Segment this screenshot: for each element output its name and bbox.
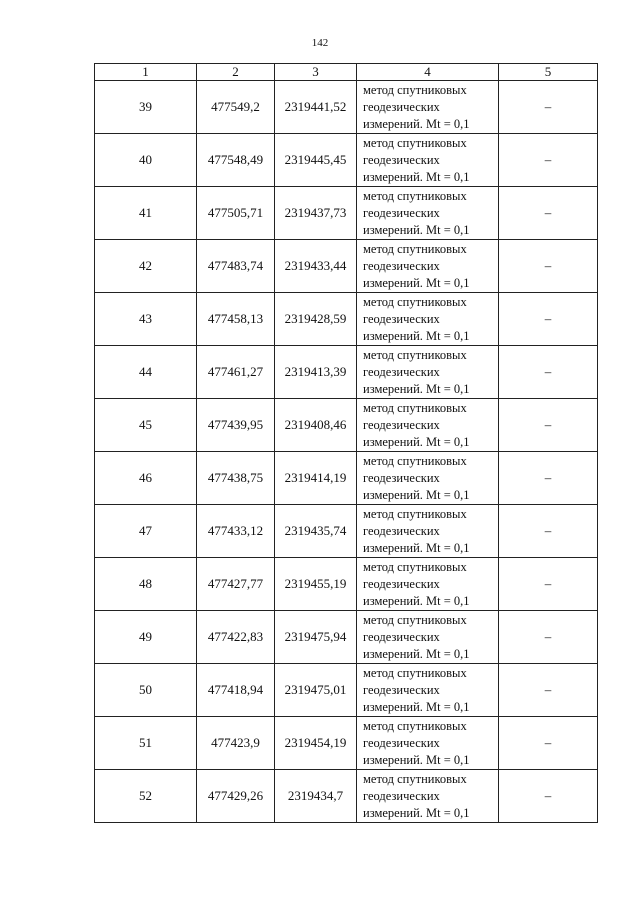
method-line: метод спутниковых bbox=[363, 665, 467, 680]
method-line: геодезических bbox=[363, 576, 440, 591]
method-line: геодезических bbox=[363, 99, 440, 114]
method-line: измерений. Mt = 0,1 bbox=[363, 646, 470, 661]
table-row bbox=[95, 293, 598, 346]
header-col-1: 1 bbox=[95, 64, 197, 81]
method-line: измерений. Mt = 0,1 bbox=[363, 328, 470, 343]
method-line: измерений. Mt = 0,1 bbox=[363, 116, 470, 131]
table-row bbox=[95, 558, 598, 611]
x-coordinate-cell: 477423,9 bbox=[197, 717, 275, 770]
table-row bbox=[95, 664, 598, 717]
method-cell bbox=[357, 240, 499, 293]
note-cell: – bbox=[499, 293, 598, 346]
method-cell bbox=[357, 452, 499, 505]
method-cell bbox=[357, 399, 499, 452]
point-number-cell: 46 bbox=[95, 452, 197, 505]
method-line: измерений. Mt = 0,1 bbox=[363, 381, 470, 396]
table-row bbox=[95, 452, 598, 505]
header-col-4: 4 bbox=[357, 64, 499, 81]
method-line: геодезических bbox=[363, 205, 440, 220]
method-line: геодезических bbox=[363, 470, 440, 485]
method-line: метод спутниковых bbox=[363, 135, 467, 150]
table-row bbox=[95, 81, 598, 134]
x-coordinate-cell: 477429,26 bbox=[197, 770, 275, 823]
table-row bbox=[95, 505, 598, 558]
method-line: геодезических bbox=[363, 152, 440, 167]
method-line: метод спутниковых bbox=[363, 453, 467, 468]
table-body bbox=[95, 81, 598, 823]
method-line: метод спутниковых bbox=[363, 82, 467, 97]
method-cell bbox=[357, 293, 499, 346]
method-cell bbox=[357, 505, 499, 558]
note-cell: – bbox=[499, 81, 598, 134]
method-cell bbox=[357, 346, 499, 399]
y-coordinate-cell: 2319437,73 bbox=[275, 187, 357, 240]
method-line: метод спутниковых bbox=[363, 188, 467, 203]
y-coordinate-cell: 2319408,46 bbox=[275, 399, 357, 452]
method-line: метод спутниковых bbox=[363, 559, 467, 574]
table-row bbox=[95, 187, 598, 240]
header-col-2: 2 bbox=[197, 64, 275, 81]
note-cell: – bbox=[499, 187, 598, 240]
method-line: геодезических bbox=[363, 364, 440, 379]
note-cell: – bbox=[499, 346, 598, 399]
point-number-cell: 43 bbox=[95, 293, 197, 346]
method-line: геодезических bbox=[363, 523, 440, 538]
table-row bbox=[95, 134, 598, 187]
method-line: метод спутниковых bbox=[363, 506, 467, 521]
x-coordinate-cell: 477549,2 bbox=[197, 81, 275, 134]
point-number-cell: 50 bbox=[95, 664, 197, 717]
x-coordinate-cell: 477461,27 bbox=[197, 346, 275, 399]
method-line: геодезических bbox=[363, 788, 440, 803]
y-coordinate-cell: 2319435,74 bbox=[275, 505, 357, 558]
method-line: измерений. Mt = 0,1 bbox=[363, 434, 470, 449]
method-cell bbox=[357, 187, 499, 240]
table-row bbox=[95, 770, 598, 823]
point-number-cell: 40 bbox=[95, 134, 197, 187]
point-number-cell: 47 bbox=[95, 505, 197, 558]
x-coordinate-cell: 477418,94 bbox=[197, 664, 275, 717]
y-coordinate-cell: 2319455,19 bbox=[275, 558, 357, 611]
point-number-cell: 42 bbox=[95, 240, 197, 293]
method-line: геодезических bbox=[363, 682, 440, 697]
method-line: метод спутниковых bbox=[363, 241, 467, 256]
page-number: 142 bbox=[311, 37, 329, 49]
table-row bbox=[95, 611, 598, 664]
note-cell: – bbox=[499, 717, 598, 770]
point-number-cell: 44 bbox=[95, 346, 197, 399]
note-cell: – bbox=[499, 558, 598, 611]
method-cell bbox=[357, 558, 499, 611]
note-cell: – bbox=[499, 452, 598, 505]
x-coordinate-cell: 477438,75 bbox=[197, 452, 275, 505]
method-cell bbox=[357, 81, 499, 134]
method-line: измерений. Mt = 0,1 bbox=[363, 222, 470, 237]
note-cell: – bbox=[499, 399, 598, 452]
table-row bbox=[95, 346, 598, 399]
y-coordinate-cell: 2319475,01 bbox=[275, 664, 357, 717]
y-coordinate-cell: 2319413,39 bbox=[275, 346, 357, 399]
method-line: геодезических bbox=[363, 311, 440, 326]
x-coordinate-cell: 477548,49 bbox=[197, 134, 275, 187]
x-coordinate-cell: 477439,95 bbox=[197, 399, 275, 452]
note-cell: – bbox=[499, 134, 598, 187]
point-number-cell: 45 bbox=[95, 399, 197, 452]
note-cell: – bbox=[499, 240, 598, 293]
point-number-cell: 52 bbox=[95, 770, 197, 823]
point-number-cell: 39 bbox=[95, 81, 197, 134]
table-row bbox=[95, 240, 598, 293]
method-line: измерений. Mt = 0,1 bbox=[363, 699, 470, 714]
y-coordinate-cell: 2319475,94 bbox=[275, 611, 357, 664]
y-coordinate-cell: 2319414,19 bbox=[275, 452, 357, 505]
note-cell: – bbox=[499, 770, 598, 823]
point-number-cell: 48 bbox=[95, 558, 197, 611]
header-col-5: 5 bbox=[499, 64, 598, 81]
x-coordinate-cell: 477458,13 bbox=[197, 293, 275, 346]
method-line: метод спутниковых bbox=[363, 347, 467, 362]
method-line: измерений. Mt = 0,1 bbox=[363, 752, 470, 767]
method-line: метод спутниковых bbox=[363, 294, 467, 309]
method-cell bbox=[357, 134, 499, 187]
method-line: метод спутниковых bbox=[363, 771, 467, 786]
table-row bbox=[95, 399, 598, 452]
method-line: измерений. Mt = 0,1 bbox=[363, 593, 470, 608]
y-coordinate-cell: 2319441,52 bbox=[275, 81, 357, 134]
method-line: измерений. Mt = 0,1 bbox=[363, 169, 470, 184]
note-cell: – bbox=[499, 505, 598, 558]
method-cell bbox=[357, 717, 499, 770]
method-line: метод спутниковых bbox=[363, 718, 467, 733]
x-coordinate-cell: 477427,77 bbox=[197, 558, 275, 611]
x-coordinate-cell: 477422,83 bbox=[197, 611, 275, 664]
method-line: геодезических bbox=[363, 629, 440, 644]
y-coordinate-cell: 2319428,59 bbox=[275, 293, 357, 346]
method-line: метод спутниковых bbox=[363, 612, 467, 627]
y-coordinate-cell: 2319434,7 bbox=[275, 770, 357, 823]
x-coordinate-cell: 477433,12 bbox=[197, 505, 275, 558]
method-line: геодезических bbox=[363, 258, 440, 273]
method-line: метод спутниковых bbox=[363, 400, 467, 415]
coordinates-table bbox=[94, 63, 598, 823]
point-number-cell: 41 bbox=[95, 187, 197, 240]
x-coordinate-cell: 477483,74 bbox=[197, 240, 275, 293]
method-line: измерений. Mt = 0,1 bbox=[363, 487, 470, 502]
method-cell bbox=[357, 770, 499, 823]
method-line: геодезических bbox=[363, 417, 440, 432]
method-cell bbox=[357, 664, 499, 717]
method-line: измерений. Mt = 0,1 bbox=[363, 805, 470, 820]
note-cell: – bbox=[499, 611, 598, 664]
point-number-cell: 51 bbox=[95, 717, 197, 770]
note-cell: – bbox=[499, 664, 598, 717]
table-row bbox=[95, 717, 598, 770]
y-coordinate-cell: 2319454,19 bbox=[275, 717, 357, 770]
table-header-row bbox=[95, 64, 598, 81]
x-coordinate-cell: 477505,71 bbox=[197, 187, 275, 240]
y-coordinate-cell: 2319445,45 bbox=[275, 134, 357, 187]
point-number-cell: 49 bbox=[95, 611, 197, 664]
y-coordinate-cell: 2319433,44 bbox=[275, 240, 357, 293]
method-line: геодезических bbox=[363, 735, 440, 750]
method-cell bbox=[357, 611, 499, 664]
header-col-3: 3 bbox=[275, 64, 357, 81]
method-line: измерений. Mt = 0,1 bbox=[363, 540, 470, 555]
method-line: измерений. Mt = 0,1 bbox=[363, 275, 470, 290]
